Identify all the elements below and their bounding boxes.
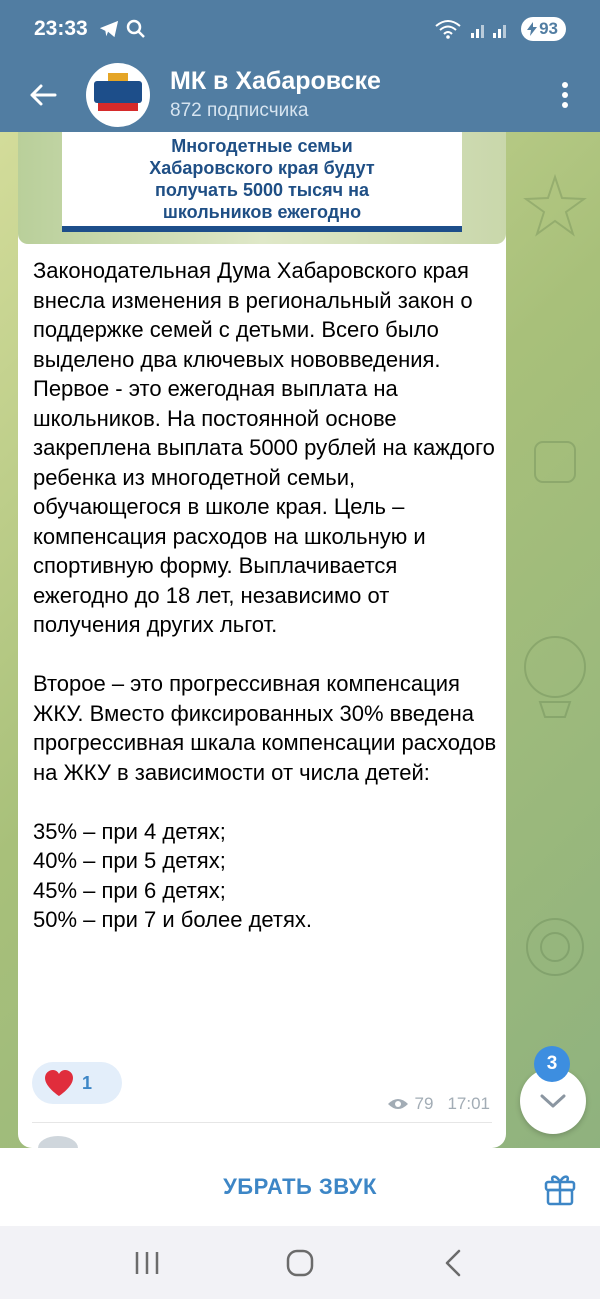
banner-line: школьников ежегодно bbox=[162, 202, 362, 222]
unread-count-badge: 3 bbox=[534, 1046, 570, 1082]
app-header-area bbox=[0, 0, 600, 132]
post-image[interactable] bbox=[18, 132, 506, 244]
background-doodle-icon bbox=[520, 912, 590, 982]
system-back-button[interactable] bbox=[423, 1233, 483, 1293]
banner-line: получать 5000 тысяч на bbox=[154, 180, 370, 200]
bottom-bar bbox=[0, 1148, 600, 1226]
signal-icon bbox=[469, 19, 513, 39]
view-count: 79 bbox=[414, 1094, 434, 1113]
eye-icon bbox=[387, 1097, 409, 1111]
comments-avatar[interactable] bbox=[38, 1136, 78, 1148]
home-button[interactable] bbox=[270, 1233, 330, 1293]
comments-divider bbox=[32, 1122, 492, 1123]
chat-area[interactable] bbox=[0, 132, 600, 1148]
post-list-item: 35% – при 4 детях; bbox=[33, 818, 226, 844]
post-paragraph: Второе – это прогрессивная компенсация ЖКУ. Вместо фиксированных 30% введена прогрессивная шкала компенсации расходов на ЖКУ в зависимости от числа детей: bbox=[33, 671, 497, 785]
post-paragraph: Законодательная Дума Хабаровского края внесла изменения в региональный закон о поддержке семей с детьми. Всего было выделено два ключевых нововведения. bbox=[33, 258, 473, 372]
background-doodle-icon bbox=[515, 632, 595, 722]
post-text bbox=[33, 256, 498, 935]
reaction-chip[interactable] bbox=[32, 1062, 122, 1104]
search-icon bbox=[126, 19, 146, 39]
arrow-left-icon bbox=[29, 83, 57, 107]
post-image-banner bbox=[62, 132, 462, 232]
recent-apps-icon bbox=[133, 1250, 161, 1276]
home-icon bbox=[285, 1248, 315, 1278]
post-list-item: 40% – при 5 детях; bbox=[33, 848, 226, 873]
reaction-count: 1 bbox=[82, 1072, 93, 1093]
post-list-item: 50% – при 7 и более детях. bbox=[33, 907, 313, 932]
post-paragraph: Первое - это ежегодная выплата на школьников. На постоянной основе закреплена выплата 5000 рублей на каждого ребенка из многодетной семьи, обучающегося в школе края. Цель – компенсация расходов на школьную и спортивную форму. Выплачивается ежегодно до 18 лет, независимо от получения других льгот. bbox=[33, 376, 495, 637]
telegram-icon bbox=[98, 19, 120, 39]
banner-line: Многодетные семьи bbox=[171, 136, 353, 156]
post-meta bbox=[387, 1094, 490, 1114]
heart-icon bbox=[44, 1069, 74, 1097]
chevron-left-icon bbox=[443, 1249, 463, 1277]
battery-level: 93 bbox=[539, 19, 558, 38]
status-bar bbox=[0, 0, 600, 58]
channel-title: МК в Хабаровске bbox=[170, 67, 381, 95]
status-time: 23:33 bbox=[34, 17, 88, 40]
channel-avatar[interactable] bbox=[86, 63, 150, 127]
wifi-icon bbox=[435, 19, 461, 39]
background-doodle-icon bbox=[525, 432, 585, 492]
channel-info[interactable] bbox=[170, 66, 381, 124]
channel-logo-icon bbox=[88, 65, 148, 125]
more-vertical-icon bbox=[561, 81, 569, 109]
channel-post[interactable] bbox=[18, 132, 506, 1148]
chevron-down-icon bbox=[540, 1093, 566, 1109]
mute-button[interactable]: УБРАТЬ ЗВУК bbox=[223, 1174, 377, 1199]
post-time: 17:01 bbox=[447, 1094, 490, 1113]
chat-header bbox=[0, 58, 600, 132]
banner-line: Хабаровского края будут bbox=[149, 158, 375, 178]
back-button[interactable] bbox=[0, 58, 86, 132]
system-nav-bar bbox=[0, 1226, 600, 1299]
background-doodle-icon bbox=[520, 172, 590, 242]
recent-apps-button[interactable] bbox=[117, 1233, 177, 1293]
battery-icon bbox=[521, 17, 566, 41]
post-list-item: 45% – при 6 детях; bbox=[33, 877, 226, 903]
gift-icon[interactable] bbox=[540, 1168, 580, 1208]
subscriber-count: 872 подписчика bbox=[170, 100, 309, 121]
more-menu-button[interactable] bbox=[530, 58, 600, 132]
